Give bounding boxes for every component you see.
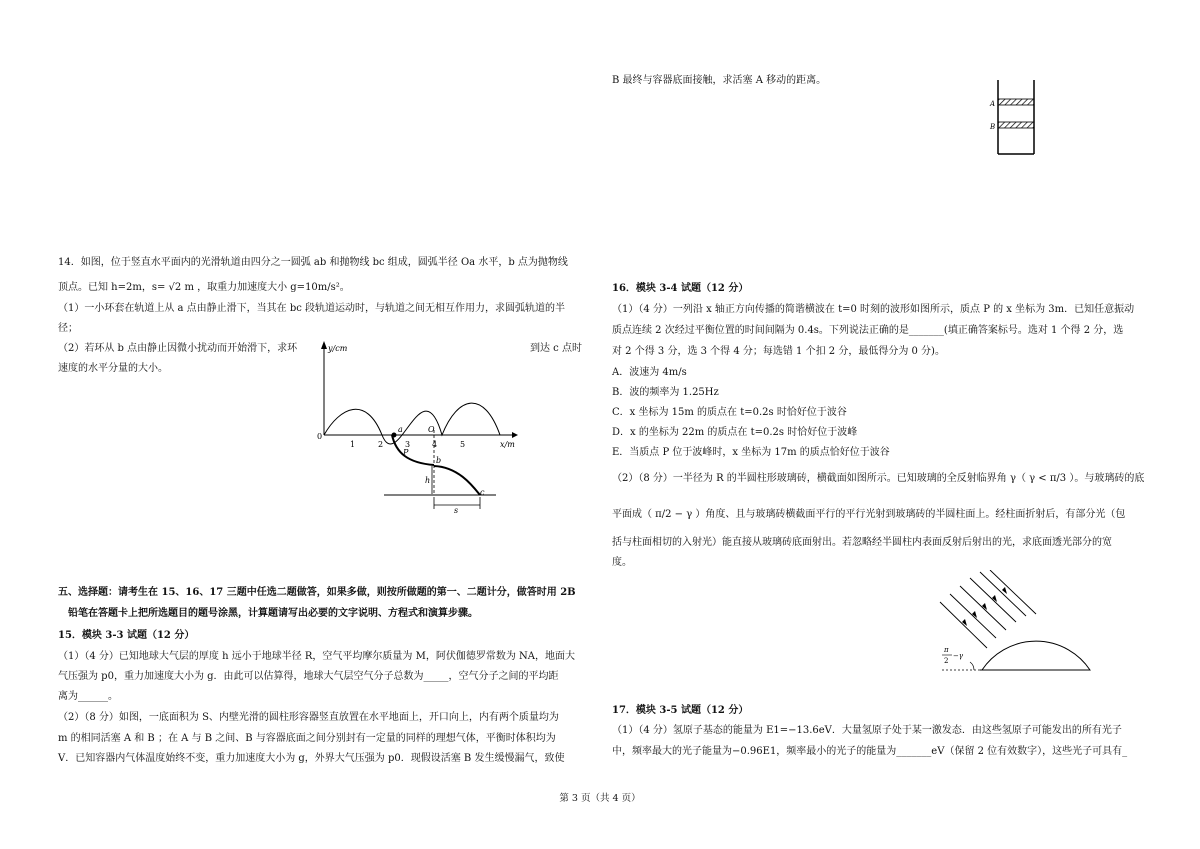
q16-option-b: B．波的频率为 1.25Hz xyxy=(612,387,719,398)
q16-title: 16．模块 3-4 试题（12 分） xyxy=(612,283,749,294)
right-top-line: B 最终与容器底面接触，求活塞 A 移动的距离。 xyxy=(612,75,827,86)
q16-option-d: D．x 的坐标为 22m 的质点在 t=0.2s 时恰好位于波峰 xyxy=(612,427,858,438)
fig14-tick-2: 2 xyxy=(378,440,384,449)
q16-l6: 括与柱面相切的入射光）能直接从玻璃砖底面射出。若忽略经半圆柱内表面反射后射出的光，求底面透光部分的宽 xyxy=(612,537,1112,548)
q17-title: 17．模块 3-5 试题（12 分） xyxy=(612,705,749,716)
q16-option-c: C．x 坐标为 15m 的质点在 t=0.2s 时恰好位于波谷 xyxy=(612,407,847,418)
fig14-s: s xyxy=(454,506,459,515)
figure-15-cylinder xyxy=(986,78,1046,160)
q14-line2: 顶点。已知 h=2m，s= √2 m ，取重力加速度大小 g=10m/s²。 xyxy=(58,282,350,293)
q16-option-a: A．波速为 4m/s xyxy=(612,367,687,378)
fig14-tick-3: 3 xyxy=(405,440,411,449)
figure-14-track-wave xyxy=(300,335,530,515)
fig14-b: b xyxy=(436,456,442,465)
q14-line5a: （2）若环从 b 点由静止因微小扰动而开始滑下，求环 xyxy=(58,343,298,354)
q16-option-e: E．当质点 P 位于波峰时，x 坐标为 17m 的质点恰好位于波谷 xyxy=(612,447,890,458)
fig14-ylabel: y/cm xyxy=(328,344,348,353)
q15-l4: （2）（8 分）如图，一底面积为 S、内壁光滑的圆柱形容器竖直放置在水平地面上，开口向上，内有两个质量均为 xyxy=(58,712,559,723)
cyl-label-a: A xyxy=(990,100,996,108)
q15-title: 15．模块 3-3 试题（12 分） xyxy=(58,630,195,641)
q15-l5: m 的相同活塞 A 和 B ；在 A 与 B 之间、B 与容器底面之间分别封有一定量的同样的理想气体，平衡时体积均为 xyxy=(58,733,556,744)
fig14-origin: 0 xyxy=(317,432,323,441)
q16-l5: 平面成（ π/2 − γ ）角度、且与玻璃砖横截面平行的平行光射到玻璃砖的半圆柱面上。经柱面折射后，有部分光（包 xyxy=(612,509,1126,520)
fig14-tick-1: 1 xyxy=(350,440,356,449)
q17-l1: （1）（4 分）氢原子基态的能量为 E1=−13.6eV．大量氢原子处于某一激发态．由这些氢原子可能发出的所有光子 xyxy=(612,725,1122,736)
fig16-pi: π xyxy=(944,646,949,654)
q14-line1: 14．如图，位于竖直水平面内的光滑轨道由四分之一圆弧 ab 和抛物线 bc 组成，圆弧半径 Oa 水平，b 点为抛物线 xyxy=(58,257,568,268)
figure-16-half-cylinder xyxy=(932,570,1092,674)
q16-l3: 对 2 个得 3 分，选 3 个得 4 分；每选错 1 个扣 2 分，最低得分为 0 分)。 xyxy=(612,346,945,357)
section5-line1: 五、选择题：请考生在 15、16、17 三题中任选二题做答，如果多做，则按所做题的第一、二题计分，做答时用 2B xyxy=(58,587,576,598)
q16-l4: （2）（8 分）一半径为 R 的半圆柱形玻璃砖，横截面如图所示。已知玻璃的全反射临界角 γ（ γ < π/3 ）。与玻璃砖的底 xyxy=(612,473,1145,484)
fig14-p: P xyxy=(403,448,409,457)
q15-l1: （1）（4 分）已知地球大气层的厚度 h 远小于地球半径 R，空气平均摩尔质量为 M，阿伏伽德罗常数为 NA，地面大 xyxy=(58,651,575,662)
fig14-h: h xyxy=(425,476,431,485)
cyl-label-b: B xyxy=(990,123,996,131)
q14-line3: （1）一小环套在轨道上从 a 点由静止滑下，当其在 bc 段轨道运动时，与轨道之间无相互作用力，求圆弧轨道的半 xyxy=(58,303,566,314)
fig14-c: c xyxy=(480,488,485,497)
q15-l2: 气压强为 p0，重力加速度大小为 g．由此可以估算得，地球大气层空气分子总数为_____，空气分子之间的平均距 xyxy=(58,671,559,682)
section5-line2: 铅笔在答题卡上把所选题目的题号涂黑，计算题请写出必要的文字说明、方程式和演算步骤。 xyxy=(68,608,478,619)
fig14-tick-4: 4 xyxy=(432,440,438,449)
fig14-a: a xyxy=(398,425,403,434)
q16-l1: （1）（4 分）一列沿 x 轴正方向传播的简谐横波在 t=0 时刻的波形如图所示，质点 P 的 x 坐标为 3m．已知任意振动 xyxy=(612,304,1135,315)
q16-l2: 质点连续 2 次经过平衡位置的时间间隔为 0.4s。下列说法正确的是_______(填正确答案标号。选对 1 个得 2 分，选 xyxy=(612,325,1124,336)
fig16-gamma: −γ xyxy=(953,652,964,660)
q16-l7: 度。 xyxy=(612,557,632,568)
q14-line4: 径； xyxy=(58,323,78,334)
q15-l3: 离为______。 xyxy=(58,691,118,702)
fig14-o: O xyxy=(428,425,435,434)
q15-l6: V．已知容器内气体温度始终不变，重力加速度大小为 g，外界大气压强为 p0．现假设活塞 B 发生缓慢漏气，致使 xyxy=(58,753,565,764)
q17-l2: 中，频率最大的光子能量为−0.96E1，频率最小的光子的能量为_______eV（保留 2 位有效数字），这些光子可具有_ xyxy=(612,746,1128,757)
q14-line6: 速度的水平分量的大小。 xyxy=(58,363,168,374)
q14-line5b: 到达 c 点时 xyxy=(530,343,582,354)
fig14-xlabel: x/m xyxy=(500,440,515,449)
fig16-two: 2 xyxy=(944,657,949,665)
fig14-tick-5: 5 xyxy=(460,440,466,449)
page-footer: 第 3 页（共 4 页） xyxy=(559,793,641,804)
